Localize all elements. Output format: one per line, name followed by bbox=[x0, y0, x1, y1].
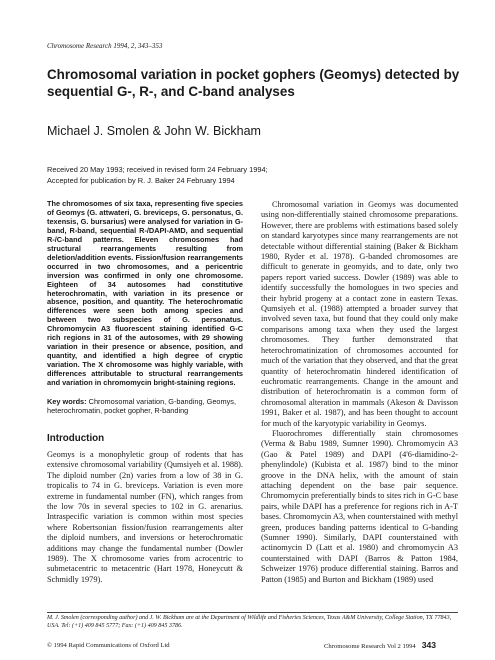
running-footer bbox=[324, 640, 436, 650]
page-number: 343 bbox=[421, 640, 437, 650]
left-column bbox=[47, 200, 243, 585]
body-paragraph-1: Chromosomal variation in Geomys was documented using non-differentially stained chromosome preparations. However, there are problems with estimations based solely on standard karyotypes since many rearrangements are not detectable without differential staining (Baker & Bickham 1980, Ryder et al. 1978). G-banded chromosomes are difficult to generate in geomyids, and to date, only two papers report varied success. Dowler (1989) was able to identify successfully the homologues in two species and their hybrid progeny at a contact zone in eastern Texas. Qumsiyeh et al. (1988) attempted a broader survey that involved seven taxa, but found that they could only make comparisons among taxa when they used the largest chromosomes. They further demonstrated that heterochromatinization of chromosomes accounted for much of the variation that they observed, and that the great quantity of heterochromatin hindered identification of euchromatic rearrangements. Change in the amount and distribution of heterochromatin is a common form of chromosomal alteration in mammals (Akeson & Davisson 1991, Baker et al. 1987), and has been thought to account for much of the karyotypic variability in Geomys. bbox=[261, 200, 458, 428]
introduction-heading: Introduction bbox=[47, 432, 105, 444]
article-title: Chromosomal variation in pocket gophers (Geomys) detected by sequential G-, R-, and C-band analyses bbox=[47, 67, 460, 99]
submission-dates bbox=[47, 164, 268, 186]
journal-reference: Chromosome Research 1994, 2, 343–353 bbox=[47, 42, 163, 50]
abstract: The chromosomes of six taxa, representing five species of Geomys (G. attwateri, G. breviceps, G. personatus, G. texensis, G. bursarius) were analysed for variation in G-band, R-band, sequential R-/DAPI-AMD, and sequential R-/C-band patterns. Eleven chromosomes had structural rearrangements resulting from deletion/addition events. Fission/fusion rearrangements occurred in two chromosomes, and a pericentric inversion was confirmed in only one chromosome. Eighteen of 34 autosomes had constitutive heterochromatin, with variation in its presence or absence, position, and quantity. The heterochromatic differences were seen both among species and between two subspecies of G. personatus. Chromomycin A3 fluorescent staining identified G-C rich regions in 31 of the autosomes, with 29 showing variation in their presence or absence, position, and quantity, and identified a high degree of cryptic variation. The X chromosome was highly variable, with differences attributable to structural rearrangements and variation in chromomycin bright-staining regions. bbox=[47, 199, 243, 388]
accepted-date: Accepted for publication by R. J. Baker 24 February 1994 bbox=[47, 176, 235, 185]
received-date: Received 20 May 1993; received in revised form 24 February 1994; bbox=[47, 165, 268, 174]
body-paragraph-2: Fluorochromes differentially stain chromosomes (Verma & Babu 1989, Sumner 1990). Chromomycin A3 (Gao & Patel 1989) and DAPI (4'6-diamidino-2-phenylindole) (Kubista et al. 1987) bind to the minor groove in the DNA helix, with the amount of stain attaching dependent on the base pair sequence. Chromomycin preferentially binds to sites rich in G-C base pairs, while DAPI has a preference for regions rich in A-T bases. Chromomycin A3, when counterstained with methyl green, produces banding patterns identical to G-banding (Sumner 1990). Similarly, DAPI counterstained with actinomycin D (Latt et al. 1980) and chromomycin A3 counterstained with DAPI (Barros & Patton 1984, Schweizer 1976) produce differential staining. Barros and Patton (1985) and Burton and Bickham (1989) used bbox=[261, 428, 458, 584]
author-affiliation-footnote: M. J. Smolen (corresponding author) and J. W. Bickham are at the Department of Wildlife and Fisheries Sciences, Texas A&M University, College Station, TX 77843, USA. Tel: (+1) 409 845 5777; Fax: (+1) 409 845 3786. bbox=[47, 615, 452, 629]
footnote-divider bbox=[47, 612, 458, 613]
copyright-notice: © 1994 Rapid Communications of Oxford Ltd bbox=[47, 642, 170, 649]
footer-journal: Chromosome Research Vol 2 1994 bbox=[324, 643, 416, 650]
author-list: Michael J. Smolen & John W. Bickham bbox=[47, 124, 261, 138]
introduction-paragraph: Geomys is a monophyletic group of rodents that has extensive chromosomal variability (Qumsiyeh et al. 1988). The diploid number (2n) varies from a low of 38 in G. tropicalis to 74 in G. breviceps. Variation is even more extreme in fundamental number (FN), which ranges from the low 70s in several species to 102 in G. arenarius. Intraspecific variation is common within most species where Robertsonian fission/fusion rearrangements alter the diploid numbers, and inversions or heterochromatic additions may change the fundamental number (Dowler 1989). The X chromosome varies from acrocentric to submetacentric to metacentric (Hart 1978, Honeycutt & Schmidly 1979). bbox=[47, 449, 243, 584]
keywords bbox=[47, 398, 243, 416]
keywords-label: Key words: bbox=[47, 397, 87, 407]
keywords-text: Chromosomal variation, G-banding, Geomys, heterochromatin, pocket gopher, R-banding bbox=[47, 397, 236, 415]
right-column bbox=[261, 200, 458, 585]
